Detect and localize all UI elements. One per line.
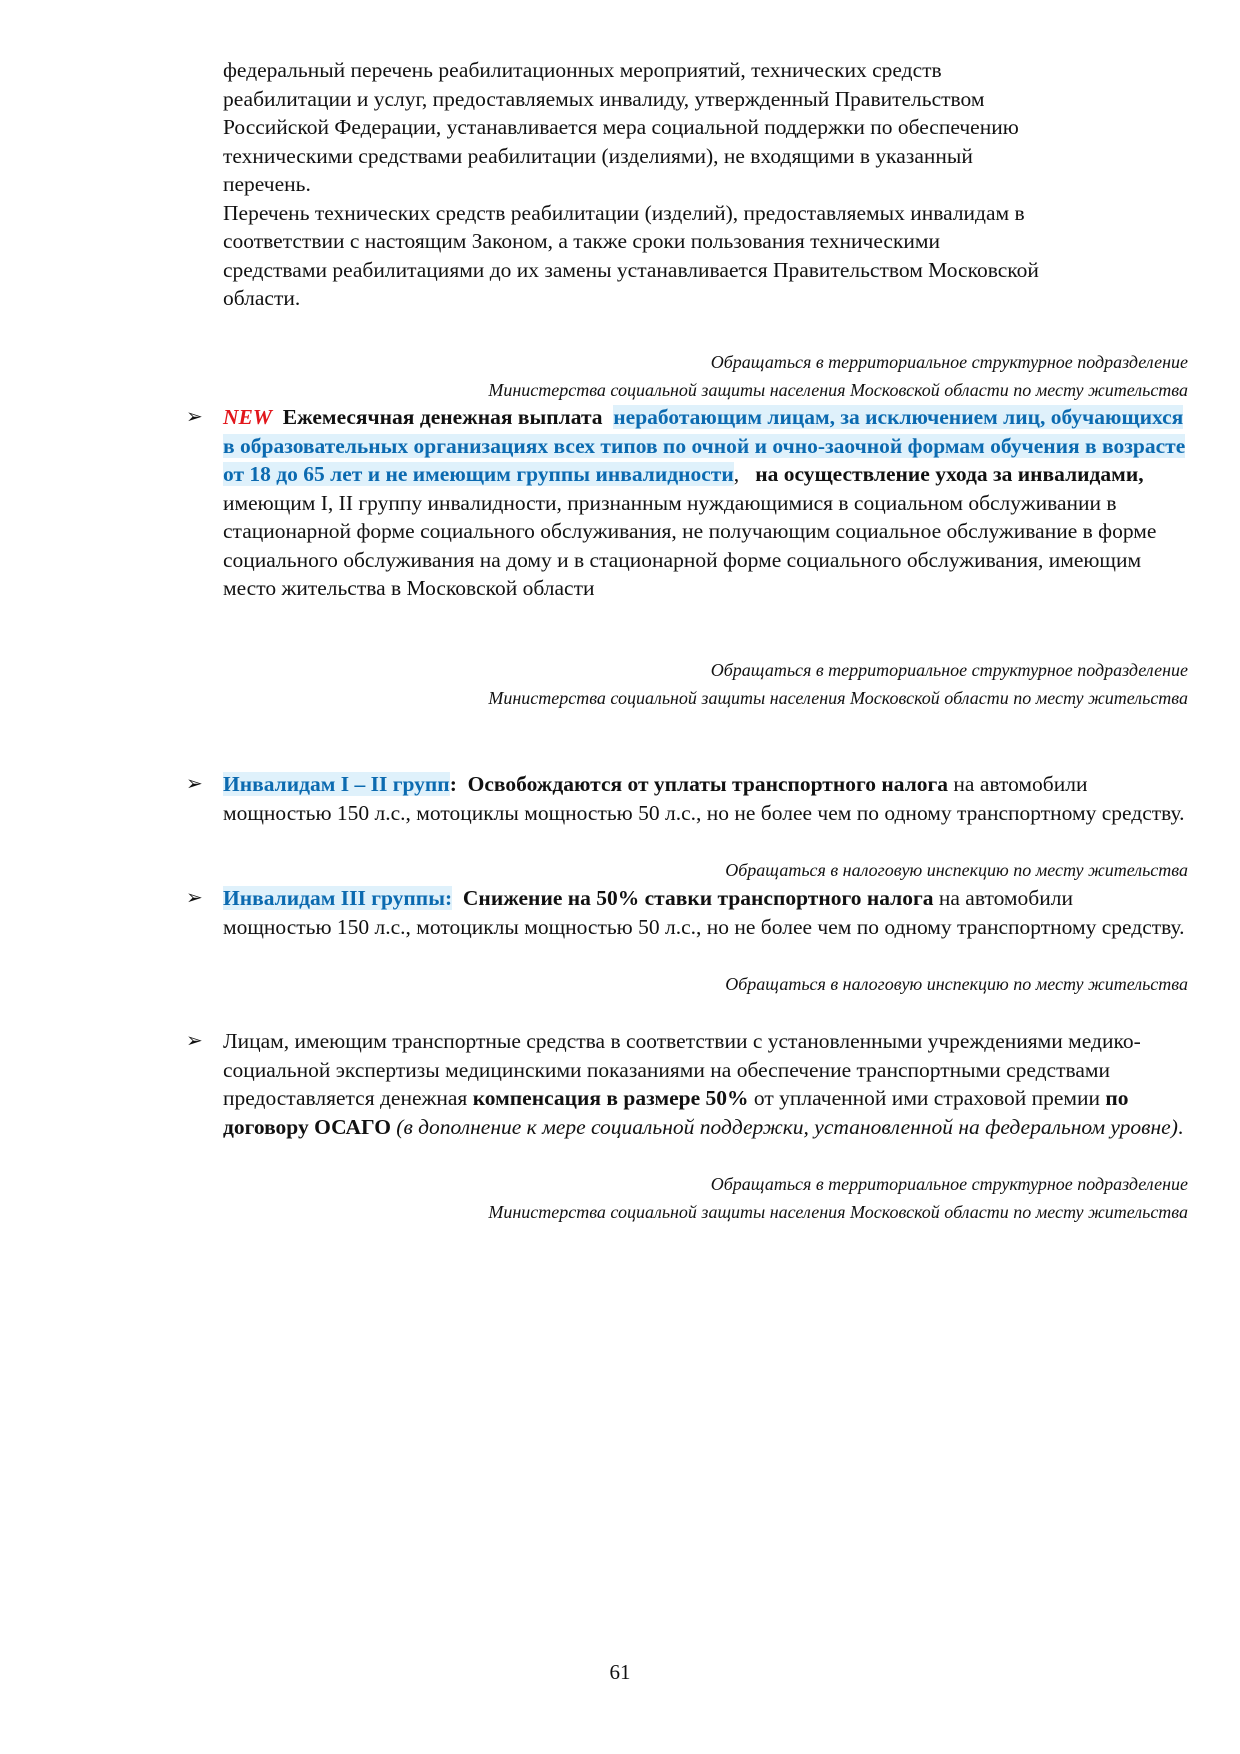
text-line: Российской Федерации, устанавливается мера социальной поддержки по обеспечению (223, 115, 1019, 139)
contact-line: Обращаться в территориальное структурное подразделение (710, 352, 1188, 372)
contact-line: Обращаться в территориальное структурное подразделение (710, 660, 1188, 680)
contact-note-ministry (488, 1170, 1188, 1226)
benefit-purpose: на осуществление ухода за инвалидами, (755, 462, 1144, 486)
benefit-item-osago-compensation (186, 1027, 1186, 1141)
benefit-title: Ежемесячная денежная выплата (282, 405, 603, 429)
text-line: реабилитации и услуг, предоставляемых инвалиду, утвержденный Правительством (223, 86, 985, 111)
benefit-details: на автомобили мощностью 150 л.с., мотоциклы мощностью 50 л.с., но не более чем по одному транспортному средству. (223, 772, 1185, 825)
text-line: соответствии с настоящим Законом, а также сроки пользования техническими (223, 229, 941, 253)
benefit-title: Освобождаются от уплаты транспортного налога (467, 772, 949, 796)
page-number: 61 (609, 1660, 631, 1684)
benefit-item-monthly-payment (186, 403, 1186, 603)
text-line: техническими средствами реабилитации (изделиями), не входящими в указанный (223, 143, 973, 168)
benefit-details: имеющим I, II группу инвалидности, признанным нуждающимися в социальном обслуживании в стационарной форме социального обслуживания, не получающим социальное обслуживание в форме социального обслуживания на дому и в стационарной форме социального обслуживания, имеющим место жительства в Московской области (223, 490, 1157, 600)
federal-note: (в дополнение к мере социальной поддержки, установленной на федеральном уровне) (396, 1114, 1178, 1139)
benefit-item-transport-tax-exemption (186, 770, 1186, 827)
contact-line: Обращаться в налоговую инспекцию по месту жительства (725, 974, 1188, 994)
eligibility-highlight: неработающим лицам, за исключением лиц, обучающихся в образовательных организациях всех типов по очной и очно-заочной формам обучения в возрасте от 18 до 65 лет и не имеющим группы инвалидности (223, 405, 1186, 486)
contact-line: Обращаться в территориальное структурное подразделение (710, 1174, 1188, 1194)
text-line: области. (223, 286, 301, 310)
bullet-arrow-icon: ➢ (186, 887, 203, 909)
contact-line: Министерства социальной защиты населения Московской области по месту жительства (488, 1202, 1188, 1222)
contact-note-ministry (488, 656, 1188, 712)
bullet-arrow-icon: ➢ (186, 406, 203, 428)
bullet-arrow-icon: ➢ (186, 773, 203, 795)
contact-note-tax (725, 970, 1188, 998)
contact-line: Министерства социальной защиты населения Московской области по месту жительства (488, 380, 1188, 400)
text-line: Перечень технических средств реабилитации (изделий), предоставляемых инвалидам в (223, 200, 1025, 225)
text-line: средствами реабилитациями до их замены устанавливается Правительством Московской (223, 257, 1039, 282)
compensation-amount: компенсация в размере 50% (472, 1086, 749, 1110)
punctuation: . (1177, 1114, 1184, 1139)
osago-contract: по договору ОСАГО (223, 1086, 1129, 1139)
punctuation: : (444, 886, 453, 910)
contact-line: Министерства социальной защиты населения Московской области по месту жительства (488, 688, 1188, 708)
benefit-details: на автомобили мощностью 150 л.с., мотоциклы мощностью 50 л.с., но не более чем по одному транспортному средству. (223, 886, 1185, 939)
benefit-details: от уплаченной ими страховой премии (753, 1086, 1101, 1110)
punctuation: , (733, 462, 740, 486)
punctuation: : (449, 772, 457, 796)
text-line: федеральный перечень реабилитационных мероприятий, технических средств (223, 58, 942, 82)
new-badge: NEW (223, 405, 272, 429)
benefit-details: Лицам, имеющим транспортные средства в соответствии с установленными учреждениями медико-социальной экспертизы медицинскими показаниями на обеспечение транспортными средствами предоставляется денежная (223, 1029, 1141, 1110)
group-label: Инвалидам I – II групп (223, 772, 450, 796)
intro-paragraph (223, 56, 1183, 313)
text-line: перечень. (223, 172, 311, 196)
contact-note-tax (725, 856, 1188, 884)
benefit-title: Снижение на 50% ставки транспортного налога (462, 886, 934, 910)
contact-line: Обращаться в налоговую инспекцию по месту жительства (725, 860, 1188, 880)
contact-note-ministry (488, 348, 1188, 404)
group-label: Инвалидам III группы (223, 886, 445, 910)
benefit-item-transport-tax-reduction (186, 884, 1186, 941)
bullet-arrow-icon: ➢ (186, 1030, 203, 1052)
